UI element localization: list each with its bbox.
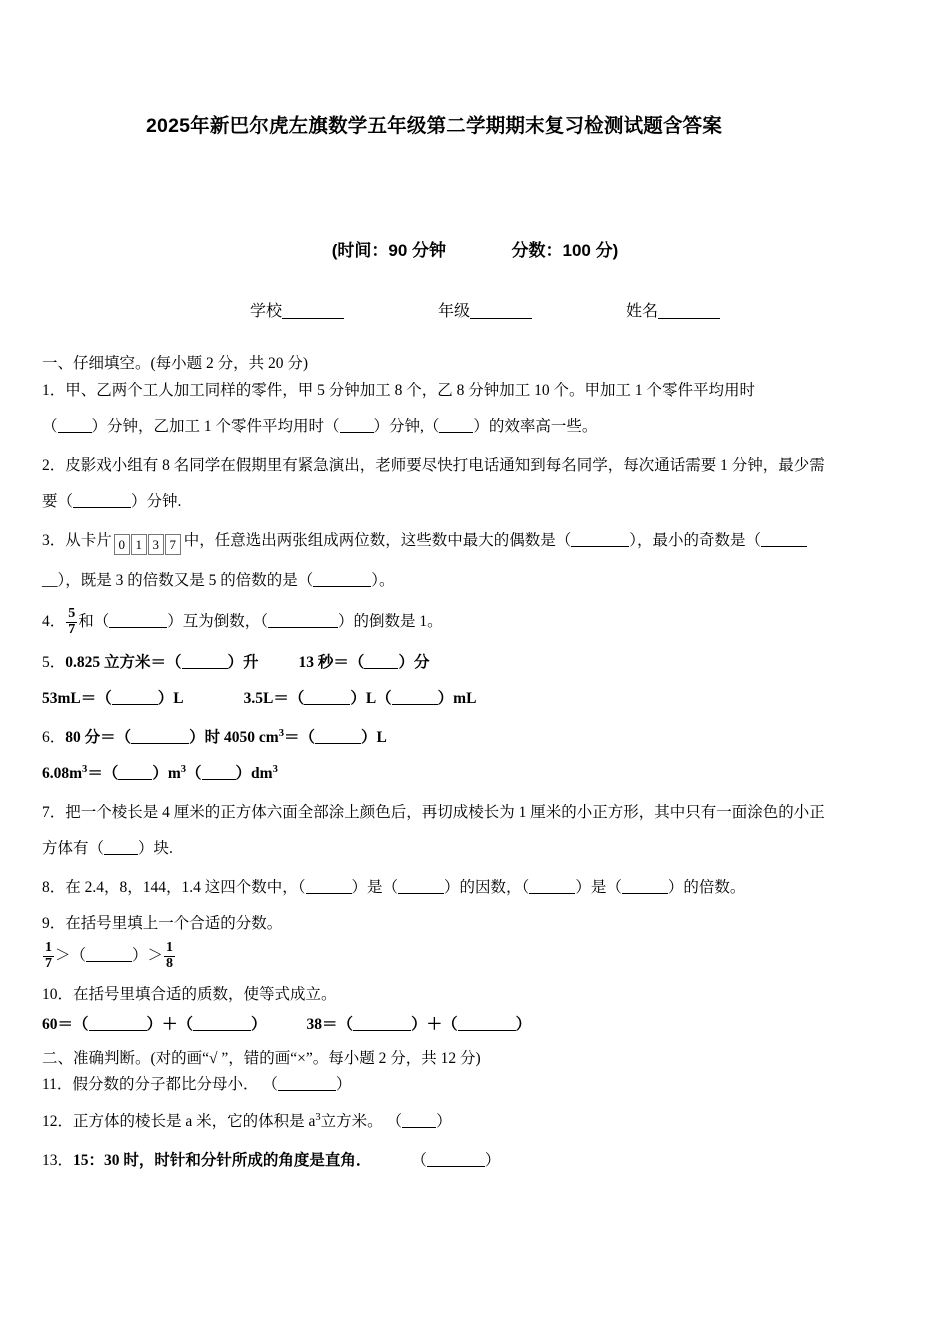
question-6-line-2 xyxy=(42,759,910,789)
question-1-line-2 xyxy=(42,412,910,442)
question-13-blank-1[interactable] xyxy=(427,1153,485,1167)
question-10-text-eq2a: 38＝（ xyxy=(306,1016,354,1033)
question-3-text-1b: 中，任意选出两张组成两位数，这些数中最大的偶数是（ xyxy=(183,532,572,549)
exam-time-label: (时间：90 分钟 xyxy=(331,241,447,260)
question-11-text-a: 假分数的分子都比分母小． （ xyxy=(72,1076,278,1093)
question-3-number: 3． xyxy=(42,532,66,549)
question-7-text-1: 把一个棱长是 4 厘米的正方体六面全部涂上颜色后，再切成棱长为 1 厘米的小正方形，其中只有一面涂色的小正 xyxy=(65,804,825,821)
question-3-text-1c: ），最小的奇数是（ xyxy=(629,532,762,549)
question-6-text-2c: ）m xyxy=(152,765,181,782)
question-3-blank-3[interactable] xyxy=(313,573,371,587)
question-12-text-b: 立方米。 （ xyxy=(320,1113,403,1130)
question-4-blank-2[interactable] xyxy=(268,614,338,628)
question-8-text-c: ）的因数，（ xyxy=(444,879,530,896)
question-4-line-1 xyxy=(42,605,910,639)
fraction-denominator: 7 xyxy=(45,956,52,971)
question-8-line-1 xyxy=(42,873,910,903)
school-field xyxy=(250,298,344,321)
question-5-text-1d: ）分 xyxy=(398,654,430,671)
question-8-blank-3[interactable] xyxy=(529,880,575,894)
question-3-text-2a: __），既是 3 的倍数又是 5 的倍数的是（ xyxy=(42,572,314,589)
question-7-line-2 xyxy=(42,834,910,864)
question-3-prefix: 从卡片 xyxy=(65,532,112,549)
fraction-numerator: 1 xyxy=(45,940,52,956)
question-6-text-1c: ＝（ xyxy=(283,729,315,746)
question-12-line-1 xyxy=(42,1107,910,1137)
fraction-denominator: 8 xyxy=(166,956,174,971)
fraction-one-eighth xyxy=(164,941,175,971)
question-8-text-e: ）的倍数。 xyxy=(667,879,746,896)
fraction-numerator: 5 xyxy=(68,606,76,622)
question-10-line-2 xyxy=(42,1010,910,1040)
question-5-line-2 xyxy=(42,684,910,714)
number-card: 3 xyxy=(148,534,164,555)
grade-label: 年级 xyxy=(437,303,470,320)
grade-blank[interactable] xyxy=(470,304,532,319)
question-8-text-b: ）是（ xyxy=(351,879,399,896)
question-4-text-c: ）的倒数是 1。 xyxy=(338,613,443,630)
name-blank[interactable] xyxy=(658,304,720,319)
question-10-text-eq1a: 60＝（ xyxy=(42,1016,89,1033)
question-5-text-1b: ）升 xyxy=(227,654,259,671)
question-6-sup-1: 3 xyxy=(278,727,284,739)
question-6-text-1d: ）L xyxy=(360,729,387,746)
question-10-blank-2[interactable] xyxy=(193,1017,251,1031)
question-9-line-2 xyxy=(42,939,910,973)
question-5-blank-4[interactable] xyxy=(304,691,350,705)
question-2-text-1: 皮影戏小组有 8 名同学在假期里有紧急演出，老师要尽快打电话通知到每名同学，每次通话需要 1 分钟，最少需 xyxy=(65,457,825,474)
question-3-line-1 xyxy=(42,526,910,560)
section-1-heading: 一、仔细填空。(每小题 2 分，共 20 分) xyxy=(42,355,309,372)
question-9-operator-2: ）＞ xyxy=(132,947,164,964)
question-9-operator-1: ＞（ xyxy=(55,947,87,964)
question-9-line-1 xyxy=(42,909,910,939)
question-9-number: 9． xyxy=(42,915,66,932)
question-8-text-d: ）是（ xyxy=(575,879,622,896)
question-2-text-2b: ）分钟. xyxy=(131,493,182,510)
question-5-number: 5． xyxy=(42,654,66,671)
fraction-numerator: 1 xyxy=(166,940,174,956)
question-2-line-1 xyxy=(42,451,910,481)
exam-info-line xyxy=(0,236,950,261)
question-10-text-eq2b: ）＋（ xyxy=(411,1016,458,1033)
question-10-text-eq2c: ） xyxy=(515,1016,532,1033)
question-6-text-2e: ）dm xyxy=(235,765,273,782)
page-title: 2025年新巴尔虎左旗数学五年级第二学期期末复习检测试题含答案 xyxy=(146,115,723,137)
question-4-text-a: 和（ xyxy=(78,613,110,630)
school-blank[interactable] xyxy=(282,304,344,319)
question-1-text-2b: ）分钟，乙加工 1 个零件平均用时（ xyxy=(91,418,340,435)
question-6-sup-3: 3 xyxy=(180,763,187,775)
question-2-line-2 xyxy=(42,487,910,517)
question-9-text-1: 在括号里填上一个合适的分数。 xyxy=(65,915,283,932)
question-11-line-1 xyxy=(42,1071,910,1098)
question-5-blank-5[interactable] xyxy=(392,691,438,705)
question-5-text-2d: ）L（ xyxy=(350,690,392,707)
question-1-number: 1． xyxy=(42,382,66,399)
question-5-blank-1[interactable] xyxy=(182,655,228,669)
question-6-line-1 xyxy=(42,723,910,753)
question-10-text-eq1c: ） xyxy=(251,1016,267,1033)
fraction-one-seventh xyxy=(43,941,54,971)
question-7-text-2a: 方体有（ xyxy=(42,840,105,857)
question-6-number: 6． xyxy=(42,729,66,746)
question-6-blank-2[interactable] xyxy=(315,730,361,744)
number-cards-group xyxy=(114,530,182,560)
question-3-blank-1[interactable] xyxy=(571,533,629,547)
student-fields-row xyxy=(250,298,720,321)
name-label: 姓名 xyxy=(625,303,658,320)
question-10-text-1: 在括号里填合适的质数，使等式成立。 xyxy=(73,986,337,1003)
question-1-line-1 xyxy=(42,376,910,406)
question-6-blank-4[interactable] xyxy=(202,766,236,780)
question-10-number: 10． xyxy=(42,986,74,1003)
question-12-number: 12． xyxy=(42,1113,74,1130)
question-5-text-2e: ）mL xyxy=(437,690,477,707)
question-6-text-1a: 80 分＝（ xyxy=(65,729,132,746)
question-2-blank-1[interactable] xyxy=(73,494,131,508)
question-5-blank-3[interactable] xyxy=(112,691,158,705)
question-7-line-1 xyxy=(42,798,910,828)
question-4-text-b: ）互为倒数，（ xyxy=(167,613,269,630)
question-10-text-eq1b: ）＋（ xyxy=(146,1016,194,1033)
question-3-text-2b: ）。 xyxy=(371,572,395,589)
question-13-number: 13． xyxy=(42,1152,74,1169)
question-8-text-a: 在 2.4，8，144，1.4 这四个数中，（ xyxy=(65,879,306,896)
question-13-text-a: 15：30 时，时针和分针所成的角度是直角． xyxy=(73,1152,372,1169)
question-6-text-2a: 6.08m xyxy=(42,765,83,782)
question-5-line-1 xyxy=(42,648,910,678)
grade-field xyxy=(438,298,532,321)
question-8-blank-4[interactable] xyxy=(622,880,668,894)
number-card: 1 xyxy=(131,534,147,555)
question-12-blank-1[interactable] xyxy=(402,1114,436,1128)
question-1-text-2c: ）分钟,（ xyxy=(373,418,440,435)
question-8-number: 8． xyxy=(42,879,66,896)
question-4-blank-1[interactable] xyxy=(109,614,167,628)
number-card: 7 xyxy=(165,534,181,555)
question-13-text-b: （ xyxy=(411,1152,427,1169)
question-4-number: 4． xyxy=(42,613,66,630)
question-2-text-2a: 要（ xyxy=(42,493,74,510)
fraction-five-sevenths xyxy=(66,607,77,637)
question-9-blank-1[interactable] xyxy=(86,948,132,962)
question-10-blank-3[interactable] xyxy=(353,1017,411,1031)
question-11-number: 11． xyxy=(42,1076,73,1093)
section-2-heading: 二、准确判断。(对的画“√ ”，错的画“×”。每小题 2 分，共 12 分) xyxy=(42,1050,481,1067)
question-7-text-2b: ）块. xyxy=(138,840,173,857)
question-6-text-2d: （ xyxy=(186,765,202,782)
question-3-line-2 xyxy=(42,566,910,596)
question-13-line-1 xyxy=(42,1146,910,1176)
question-2-number: 2． xyxy=(42,457,66,474)
number-card: 0 xyxy=(114,534,130,555)
question-1-text-2a: （ xyxy=(42,418,58,435)
question-10-blank-1[interactable] xyxy=(89,1017,147,1031)
question-5-text-2a: 53mL＝（ xyxy=(42,690,112,707)
exam-body xyxy=(42,352,910,1176)
question-12-text-c: ） xyxy=(436,1113,452,1130)
question-1-blank-1[interactable] xyxy=(58,419,92,433)
question-1-blank-2[interactable] xyxy=(340,419,374,433)
question-3-blank-2[interactable] xyxy=(761,533,807,547)
question-6-text-1b: ）时 4050 cm xyxy=(189,729,279,746)
question-10-line-1 xyxy=(42,980,910,1010)
question-13-text-c: ） xyxy=(484,1152,501,1169)
question-12-text-a: 正方体的棱长是 a 米，它的体积是 a xyxy=(73,1113,316,1130)
question-8-blank-1[interactable] xyxy=(306,880,352,894)
question-5-blank-2[interactable] xyxy=(364,655,398,669)
question-8-blank-2[interactable] xyxy=(398,880,444,894)
school-label: 学校 xyxy=(250,303,283,320)
question-6-sup-2: 3 xyxy=(82,763,88,775)
question-5-text-1a: 0.825 立方米＝（ xyxy=(65,654,182,671)
fraction-denominator: 7 xyxy=(68,622,76,637)
question-5-text-2b: ）L xyxy=(157,690,184,707)
name-field xyxy=(626,298,720,321)
question-11-text-b: ） xyxy=(335,1076,352,1093)
question-1-text-2d: ）的效率高一些。 xyxy=(473,418,598,435)
question-6-blank-3[interactable] xyxy=(118,766,152,780)
question-11-blank-1[interactable] xyxy=(278,1077,336,1091)
question-5-text-1c: 13 秒＝（ xyxy=(298,654,365,671)
question-1-blank-3[interactable] xyxy=(439,419,473,433)
question-6-text-2b: ＝（ xyxy=(87,765,119,782)
question-10-blank-4[interactable] xyxy=(458,1017,516,1031)
question-12-sup: 3 xyxy=(315,1111,321,1123)
question-6-blank-1[interactable] xyxy=(131,730,189,744)
question-6-sup-4: 3 xyxy=(272,763,278,775)
question-5-text-2c: 3.5L＝（ xyxy=(243,690,305,707)
question-1-text-1: 甲、乙两个工人加工同样的零件，甲 5 分钟加工 8 个，乙 8 分钟加工 10 个。甲加工 1 个零件平均用时 xyxy=(65,382,756,399)
question-7-blank-1[interactable] xyxy=(104,841,138,855)
exam-score-label: 分数：100 分) xyxy=(511,241,619,260)
question-7-number: 7． xyxy=(42,804,66,821)
